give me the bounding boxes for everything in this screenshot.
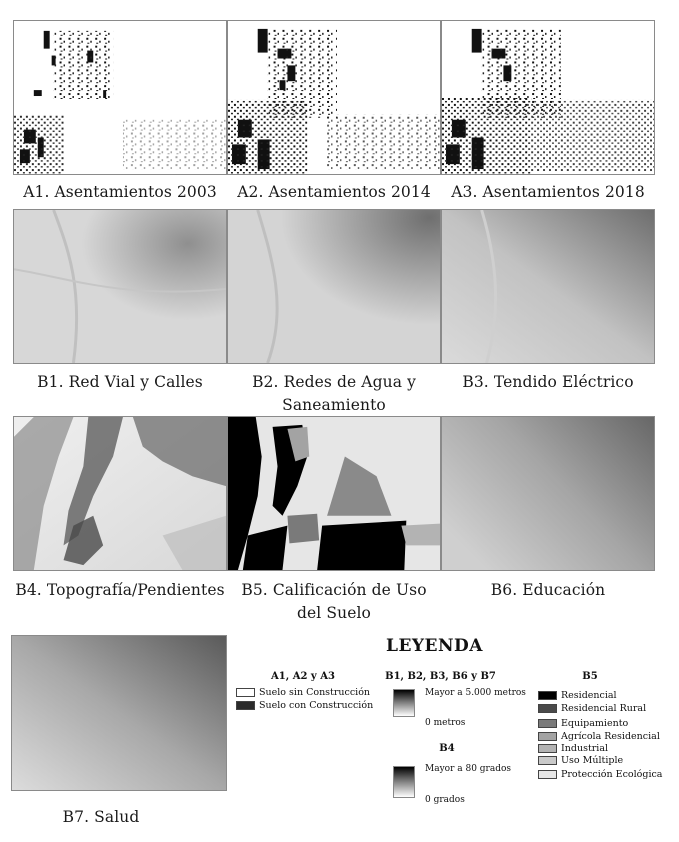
legend-b-min: 0 metros — [425, 718, 466, 728]
caption-b2-line1: B2. Redes de Agua y — [252, 373, 416, 391]
legend-label: Equipamiento — [561, 717, 629, 729]
legend-b5-item — [538, 754, 623, 766]
caption-b6: B6. Educación — [490, 581, 606, 599]
legend-swatch — [538, 756, 557, 765]
legend-swatch — [538, 691, 557, 700]
legend-b-max: Mayor a 5.000 metros — [425, 688, 526, 698]
legend-a-item — [236, 699, 373, 711]
caption-a3: A3. Asentamientos 2018 — [451, 183, 645, 201]
caption-b1: B1. Red Vial y Calles — [37, 373, 203, 391]
caption-b3: B3. Tendido Eléctrico — [462, 373, 634, 391]
legend-swatch — [236, 701, 255, 710]
map-b6-educacion — [441, 416, 655, 571]
map-b1-red-vial — [13, 209, 227, 364]
legend-swatch — [538, 744, 557, 753]
map-b2-redes-agua — [227, 209, 441, 364]
caption-b7: B7. Salud — [62, 808, 140, 826]
legend-b4-max: Mayor a 80 grados — [425, 764, 512, 774]
caption-a1: A1. Asentamientos 2003 — [23, 183, 217, 201]
legend-title: LEYENDA — [386, 636, 483, 656]
legend-b4-title: B4 — [439, 743, 455, 754]
legend-swatch — [538, 719, 557, 728]
map-a1-asentamientos-2003 — [13, 20, 227, 175]
legend-label: Uso Múltiple — [561, 754, 624, 766]
legend-label: Residencial — [561, 689, 617, 701]
legend-b5-item — [538, 689, 617, 701]
legend-swatch — [236, 688, 255, 697]
legend-b5-title: B5 — [582, 671, 598, 682]
map-a2-asentamientos-2014 — [227, 20, 441, 175]
caption-b5-line2: del Suelo — [297, 604, 371, 622]
map-b4-topografia — [13, 416, 227, 571]
legend-b5-item — [538, 768, 662, 780]
legend-b5-item — [538, 742, 608, 754]
caption-b4: B4. Topografía/Pendientes — [15, 581, 225, 599]
caption-b2-line2: Saneamiento — [282, 396, 386, 414]
legend-b-ramp — [393, 689, 415, 717]
caption-a2: A2. Asentamientos 2014 — [237, 183, 431, 201]
legend-label: Suelo sin Construcción — [259, 686, 371, 698]
map-a3-asentamientos-2018 — [441, 20, 655, 175]
legend-a-item — [236, 686, 370, 698]
map-b5-uso-del-suelo — [227, 416, 441, 571]
legend-swatch — [538, 704, 557, 713]
legend-b5-item — [538, 717, 628, 729]
legend-label: Industrial — [561, 742, 609, 754]
legend-label: Residencial Rural — [561, 702, 647, 714]
legend-label: Agrícola Residencial — [561, 730, 660, 742]
map-b3-tendido-electrico — [441, 209, 655, 364]
legend-swatch — [538, 732, 557, 741]
legend-a-title: A1, A2 y A3 — [271, 671, 335, 682]
legend-b4-min: 0 grados — [425, 795, 465, 805]
legend-label: Protección Ecológica — [561, 768, 663, 780]
legend-b5-item — [538, 702, 646, 714]
legend-swatch — [538, 770, 557, 779]
legend-b-title: B1, B2, B3, B6 y B7 — [385, 671, 496, 682]
map-b7-salud — [11, 635, 227, 791]
caption-b5-line1: B5. Calificación de Uso — [241, 581, 427, 599]
legend-b4-ramp — [393, 766, 415, 798]
legend-label: Suelo con Construcción — [259, 699, 374, 711]
legend-b5-item — [538, 730, 660, 742]
